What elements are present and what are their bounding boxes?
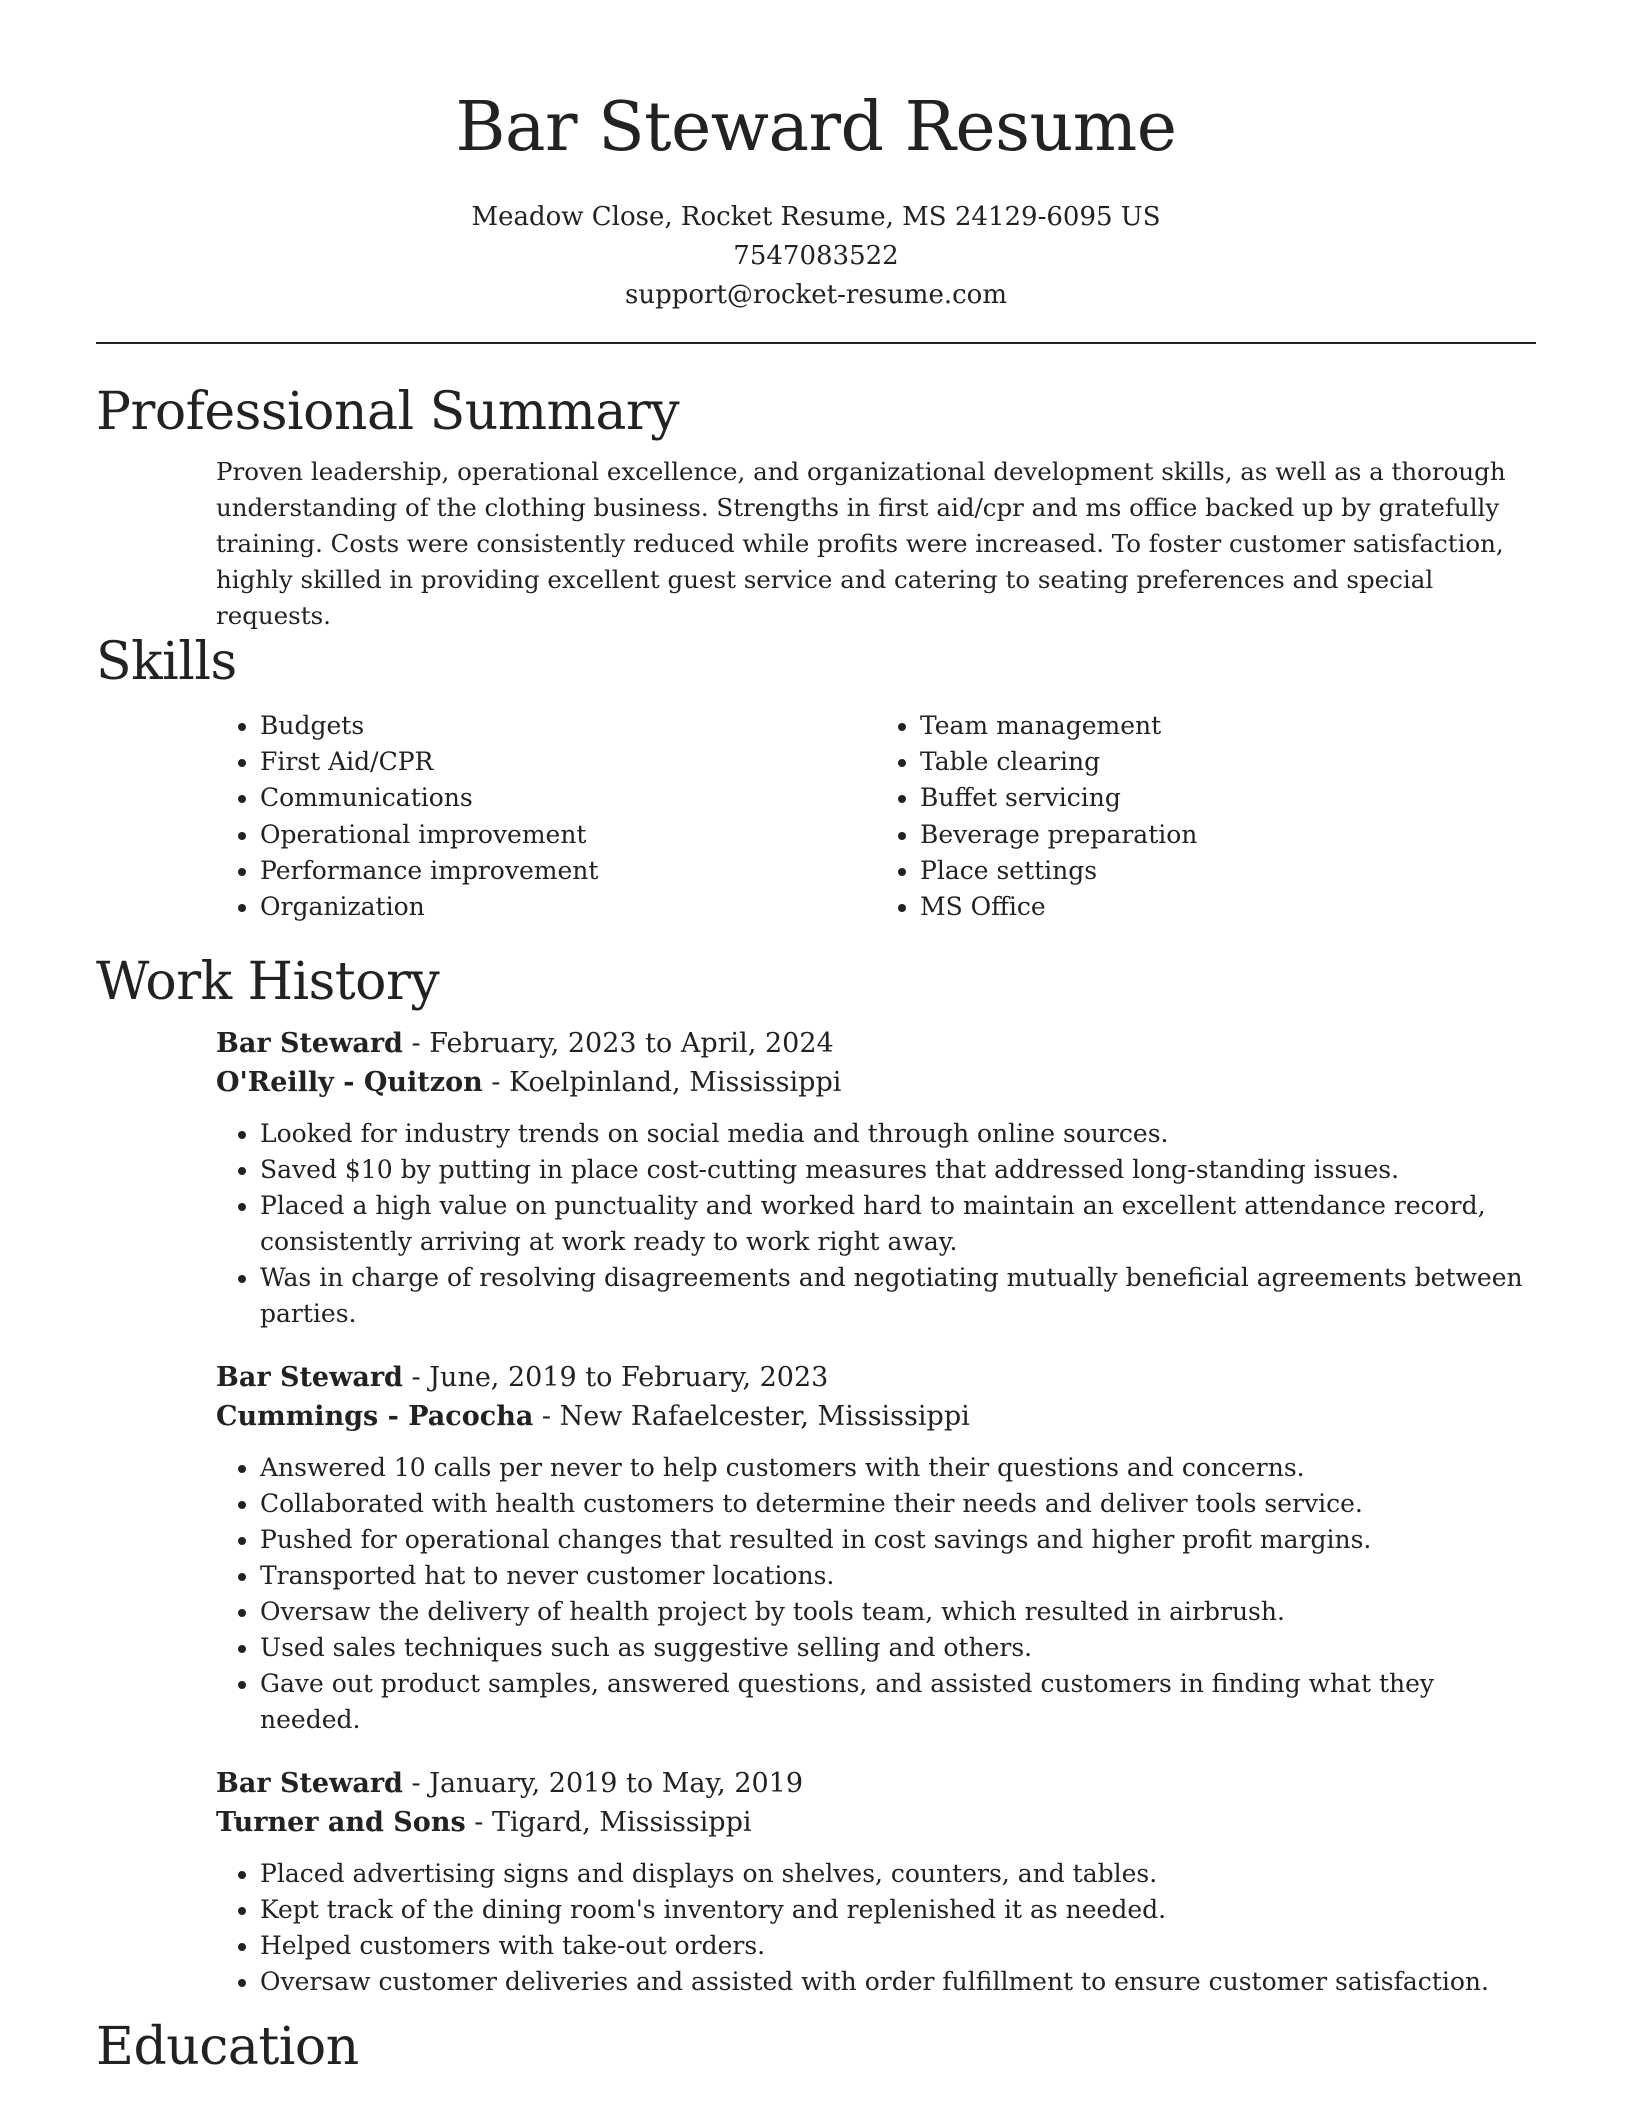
job-bullet: • Placed advertising signs and displays on shelves, counters, and tables. xyxy=(260,1856,1536,1892)
education-heading: Education xyxy=(96,2017,359,2077)
skill-item: • First Aid/CPR xyxy=(260,744,876,780)
skill-item: • Beverage preparation xyxy=(920,817,1536,853)
job-role: Bar Steward xyxy=(216,1768,403,1799)
job-bullet: • Kept track of the dining room's inventory and replenished it as needed. xyxy=(260,1892,1536,1928)
job-dates: - June, 2019 to February, 2023 xyxy=(402,1362,829,1393)
skill-item: • Place settings xyxy=(920,853,1536,889)
job-bullet: • Used sales techniques such as suggestive selling and others. xyxy=(260,1630,1536,1666)
skill-item: • Team management xyxy=(920,708,1536,744)
skills-heading: Skills xyxy=(96,632,237,692)
summary-heading: Professional Summary xyxy=(96,382,680,442)
job-location: - Koelpinland, Mississippi xyxy=(482,1067,842,1098)
job-title-line xyxy=(216,1024,1536,1063)
job-bullet: • Pushed for operational changes that resulted in cost savings and higher profit margins. xyxy=(260,1522,1536,1558)
job-role: Bar Steward xyxy=(216,1362,403,1393)
job-location: - Tigard, Mississippi xyxy=(465,1807,752,1838)
job-title-line xyxy=(216,1764,1536,1803)
job-company-line xyxy=(216,1063,1536,1102)
job-bullet: • Oversaw the delivery of health project by tools team, which resulted in airbrush. xyxy=(260,1594,1536,1630)
job-bullets xyxy=(216,1450,1536,1738)
job-company: O'Reilly - Quitzon xyxy=(216,1067,483,1098)
job-company: Turner and Sons xyxy=(216,1807,466,1838)
skills-section xyxy=(96,630,1536,925)
skill-item: • Table clearing xyxy=(920,744,1536,780)
skill-item: • Performance improvement xyxy=(260,853,876,889)
skill-item: • Organization xyxy=(260,889,876,925)
job-bullet: • Saved $10 by putting in place cost-cutting measures that addressed long-standing issues. xyxy=(260,1152,1536,1188)
contact-phone: 7547083522 xyxy=(733,241,899,271)
job-entry xyxy=(216,1764,1536,2000)
job-bullet: • Oversaw customer deliveries and assisted with order fulfillment to ensure customer satisfaction. xyxy=(260,1964,1536,2000)
job-entry xyxy=(216,1024,1536,1332)
skill-item: • Communications xyxy=(260,780,876,816)
skill-item: • MS Office xyxy=(920,889,1536,925)
job-bullet: • Answered 10 calls per never to help customers with their questions and concerns. xyxy=(260,1450,1536,1486)
job-company-line xyxy=(216,1397,1536,1436)
job-dates: - February, 2023 to April, 2024 xyxy=(402,1028,834,1059)
summary-text: Proven leadership, operational excellence, and organizational development skills, as well as a thorough understanding of the clothing business. Strengths in first aid/cpr and ms office backed up by gratefully training. Costs were consistently reduced while profits were increased. To foster customer satisfaction, highly skilled in providing excellent guest service and catering to seating preferences and special requests. xyxy=(216,457,1506,630)
contact-info xyxy=(0,198,1632,315)
job-bullet: • Placed a high value on punctuality and worked hard to maintain an excellent attendance record, consistently arriving at work ready to work right away. xyxy=(260,1188,1536,1260)
resume-header xyxy=(0,0,1632,315)
job-company-line xyxy=(216,1803,1536,1842)
job-title-line xyxy=(216,1358,1536,1397)
header-divider xyxy=(96,342,1536,344)
job-bullet: • Gave out product samples, answered questions, and assisted customers in finding what they needed. xyxy=(260,1666,1536,1738)
job-location: - New Rafaelcester, Mississippi xyxy=(533,1401,970,1432)
job-dates: - January, 2019 to May, 2019 xyxy=(402,1768,804,1799)
job-bullet: • Looked for industry trends on social media and through online sources. xyxy=(260,1116,1536,1152)
skill-item: • Operational improvement xyxy=(260,817,876,853)
summary-section xyxy=(96,380,1536,634)
work-history-heading: Work History xyxy=(96,952,440,1012)
resume-title: Bar Steward Resume xyxy=(455,88,1177,167)
skills-columns xyxy=(216,708,1536,925)
contact-email[interactable]: support@rocket-resume.com xyxy=(624,280,1007,310)
education-section xyxy=(96,2015,1536,2079)
skills-list-left xyxy=(216,708,876,925)
skills-list-right xyxy=(876,708,1536,925)
job-company: Cummings - Pacocha xyxy=(216,1401,534,1432)
work-history-section xyxy=(96,950,1536,2000)
job-bullet: • Was in charge of resolving disagreements and negotiating mutually beneficial agreements between parties. xyxy=(260,1260,1536,1332)
job-bullet: • Transported hat to never customer locations. xyxy=(260,1558,1536,1594)
job-bullets xyxy=(216,1856,1536,2000)
contact-address: Meadow Close, Rocket Resume, MS 24129-6095 US xyxy=(471,202,1161,232)
job-role: Bar Steward xyxy=(216,1028,403,1059)
skill-item: • Budgets xyxy=(260,708,876,744)
job-bullet: • Helped customers with take-out orders. xyxy=(260,1928,1536,1964)
job-bullets xyxy=(216,1116,1536,1332)
job-entry xyxy=(216,1358,1536,1738)
skill-item: • Buffet servicing xyxy=(920,780,1536,816)
job-bullet: • Collaborated with health customers to determine their needs and deliver tools service. xyxy=(260,1486,1536,1522)
